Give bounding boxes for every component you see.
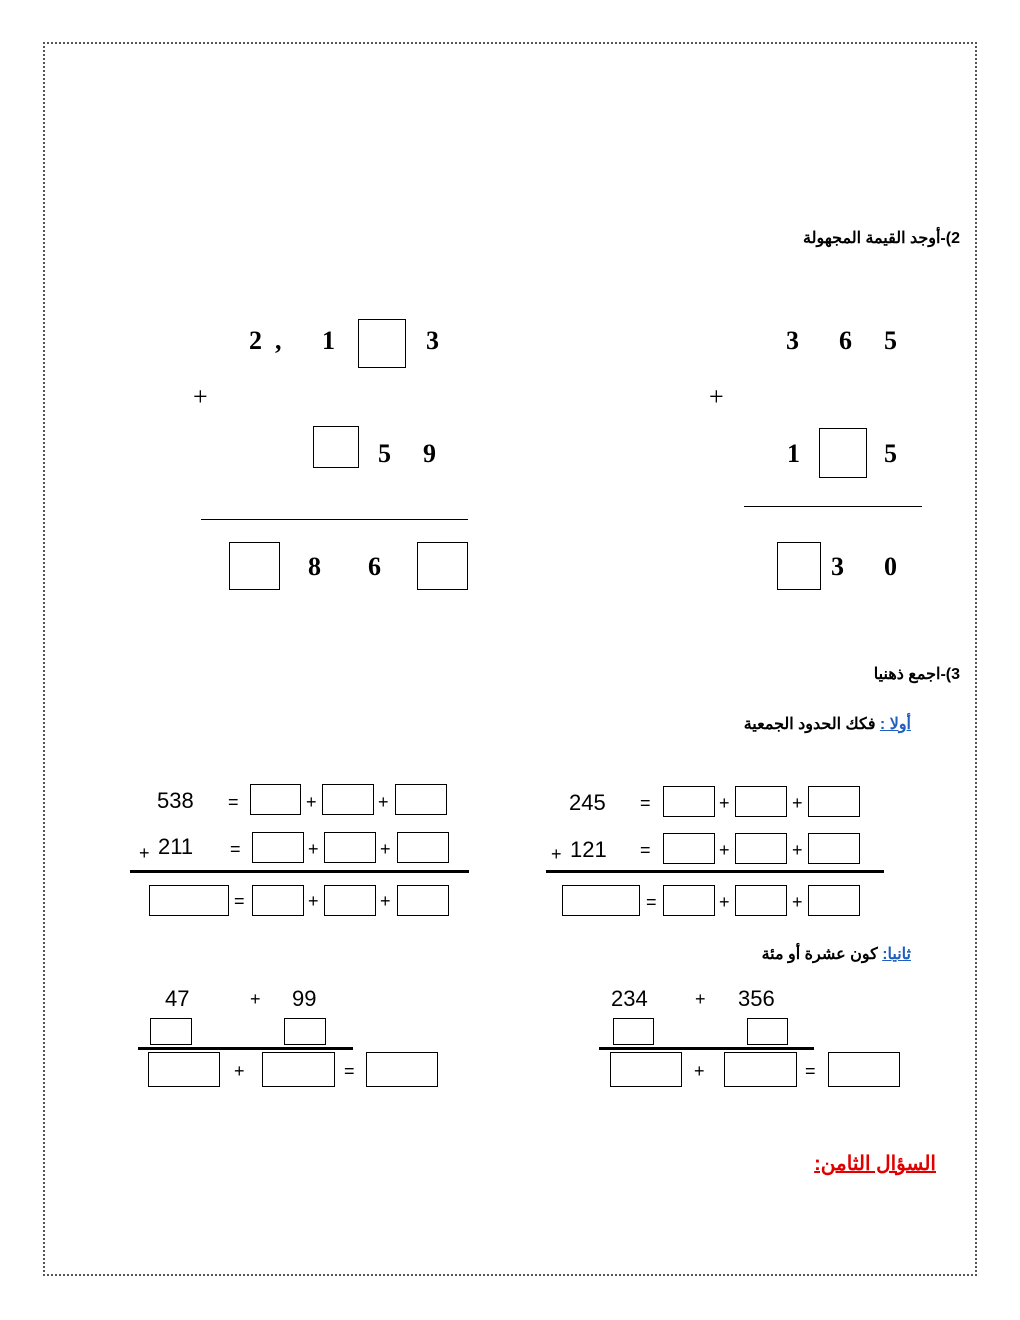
plus-sign: + bbox=[139, 843, 150, 863]
plus-sign: + bbox=[709, 382, 724, 411]
digit: 3 bbox=[426, 326, 439, 355]
number: 47 bbox=[165, 986, 190, 1011]
equals-sign: = bbox=[230, 839, 241, 859]
answer-box[interactable] bbox=[808, 885, 860, 916]
digit: 6 bbox=[839, 326, 852, 355]
answer-box[interactable] bbox=[610, 1052, 682, 1087]
plus-sign: + bbox=[250, 989, 261, 1009]
answer-box[interactable] bbox=[828, 1052, 900, 1087]
plus-sign: + bbox=[792, 793, 803, 813]
equals-sign: = bbox=[228, 792, 239, 812]
digit: 5 bbox=[884, 439, 897, 468]
answer-box[interactable] bbox=[252, 885, 304, 916]
plus-sign: + bbox=[792, 892, 803, 912]
q3-heading bbox=[874, 664, 960, 684]
answer-box[interactable] bbox=[284, 1018, 326, 1045]
answer-box[interactable] bbox=[777, 542, 821, 590]
sum-line bbox=[138, 1047, 353, 1050]
q2-heading bbox=[803, 228, 960, 248]
answer-box[interactable] bbox=[397, 832, 449, 863]
answer-box[interactable] bbox=[663, 833, 715, 864]
plus-sign: + bbox=[792, 840, 803, 860]
answer-box[interactable] bbox=[324, 885, 376, 916]
q3-first-subheading bbox=[744, 714, 911, 734]
plus-sign: + bbox=[719, 840, 730, 860]
answer-box[interactable] bbox=[229, 542, 280, 590]
plus-sign: + bbox=[719, 793, 730, 813]
number: 245 bbox=[569, 790, 606, 815]
answer-box[interactable] bbox=[150, 1018, 192, 1045]
equals-sign: = bbox=[646, 892, 657, 912]
q3-second-subheading bbox=[762, 944, 911, 964]
digit: 5 bbox=[884, 326, 897, 355]
answer-box[interactable] bbox=[735, 885, 787, 916]
sum-line bbox=[546, 870, 884, 873]
digit: 1 bbox=[322, 326, 335, 355]
first-text: فكك الحدود الجمعية bbox=[743, 716, 880, 733]
answer-box[interactable] bbox=[562, 885, 640, 916]
answer-box[interactable] bbox=[324, 832, 376, 863]
answer-box[interactable] bbox=[252, 832, 304, 863]
second-label: ثانيا: bbox=[882, 946, 911, 963]
plus-sign: + bbox=[234, 1061, 245, 1081]
number: 99 bbox=[292, 986, 317, 1011]
plus-sign: + bbox=[378, 792, 389, 812]
q8-heading: السؤال الثامن: bbox=[814, 1153, 936, 1175]
second-text: كون عشرة أو مئة bbox=[761, 946, 883, 963]
equals-sign: = bbox=[344, 1061, 355, 1081]
answer-box[interactable] bbox=[735, 833, 787, 864]
plus-sign: + bbox=[193, 382, 208, 411]
answer-box[interactable] bbox=[808, 786, 860, 817]
number: 234 bbox=[611, 986, 648, 1011]
answer-box[interactable] bbox=[613, 1018, 654, 1045]
digit: 2 bbox=[249, 326, 262, 355]
digit: 0 bbox=[884, 552, 897, 581]
q2-number: 2) bbox=[945, 230, 960, 247]
equals-sign: = bbox=[805, 1061, 816, 1081]
answer-box[interactable] bbox=[417, 542, 468, 590]
answer-box[interactable] bbox=[397, 885, 449, 916]
sum-line bbox=[744, 506, 922, 507]
digit: 3 bbox=[786, 326, 799, 355]
answer-box[interactable] bbox=[663, 786, 715, 817]
digit: 3 bbox=[831, 552, 844, 581]
answer-box[interactable] bbox=[358, 319, 406, 368]
answer-box[interactable] bbox=[819, 428, 867, 478]
plus-sign: + bbox=[308, 839, 319, 859]
plus-sign: + bbox=[308, 891, 319, 911]
q3-title: -اجمع ذهنيا bbox=[873, 666, 946, 683]
answer-box[interactable] bbox=[808, 833, 860, 864]
answer-box[interactable] bbox=[250, 784, 301, 815]
answer-box[interactable] bbox=[322, 784, 374, 815]
answer-box[interactable] bbox=[262, 1052, 335, 1087]
digit: 9 bbox=[423, 439, 436, 468]
equals-sign: = bbox=[234, 891, 245, 911]
answer-box[interactable] bbox=[663, 885, 715, 916]
plus-sign: + bbox=[695, 989, 706, 1009]
number: 538 bbox=[157, 788, 194, 813]
equals-sign: = bbox=[640, 840, 651, 860]
digit: 1 bbox=[787, 439, 800, 468]
plus-sign: + bbox=[380, 839, 391, 859]
answer-box[interactable] bbox=[148, 1052, 220, 1087]
number: 121 bbox=[570, 837, 607, 862]
sum-line bbox=[599, 1047, 814, 1050]
comma: , bbox=[275, 326, 282, 355]
sum-line bbox=[201, 519, 468, 520]
digit: 8 bbox=[308, 552, 321, 581]
number: 211 bbox=[158, 834, 194, 859]
plus-sign: + bbox=[380, 891, 391, 911]
equals-sign: = bbox=[640, 793, 651, 813]
number: 356 bbox=[738, 986, 775, 1011]
first-label: أولا : bbox=[879, 716, 911, 733]
q3-number: 3) bbox=[945, 666, 960, 683]
answer-box[interactable] bbox=[735, 786, 787, 817]
q2-title: -أوجد القيمة المجهولة bbox=[803, 230, 946, 247]
digit: 5 bbox=[378, 439, 391, 468]
plus-sign: + bbox=[551, 844, 562, 864]
digit: 6 bbox=[368, 552, 381, 581]
answer-box[interactable] bbox=[149, 885, 229, 916]
sum-line bbox=[130, 870, 469, 873]
plus-sign: + bbox=[719, 892, 730, 912]
answer-box[interactable] bbox=[313, 426, 359, 468]
plus-sign: + bbox=[694, 1061, 705, 1081]
plus-sign: + bbox=[306, 792, 317, 812]
answer-box[interactable] bbox=[395, 784, 447, 815]
answer-box[interactable] bbox=[724, 1052, 797, 1087]
answer-box[interactable] bbox=[747, 1018, 788, 1045]
answer-box[interactable] bbox=[366, 1052, 438, 1087]
